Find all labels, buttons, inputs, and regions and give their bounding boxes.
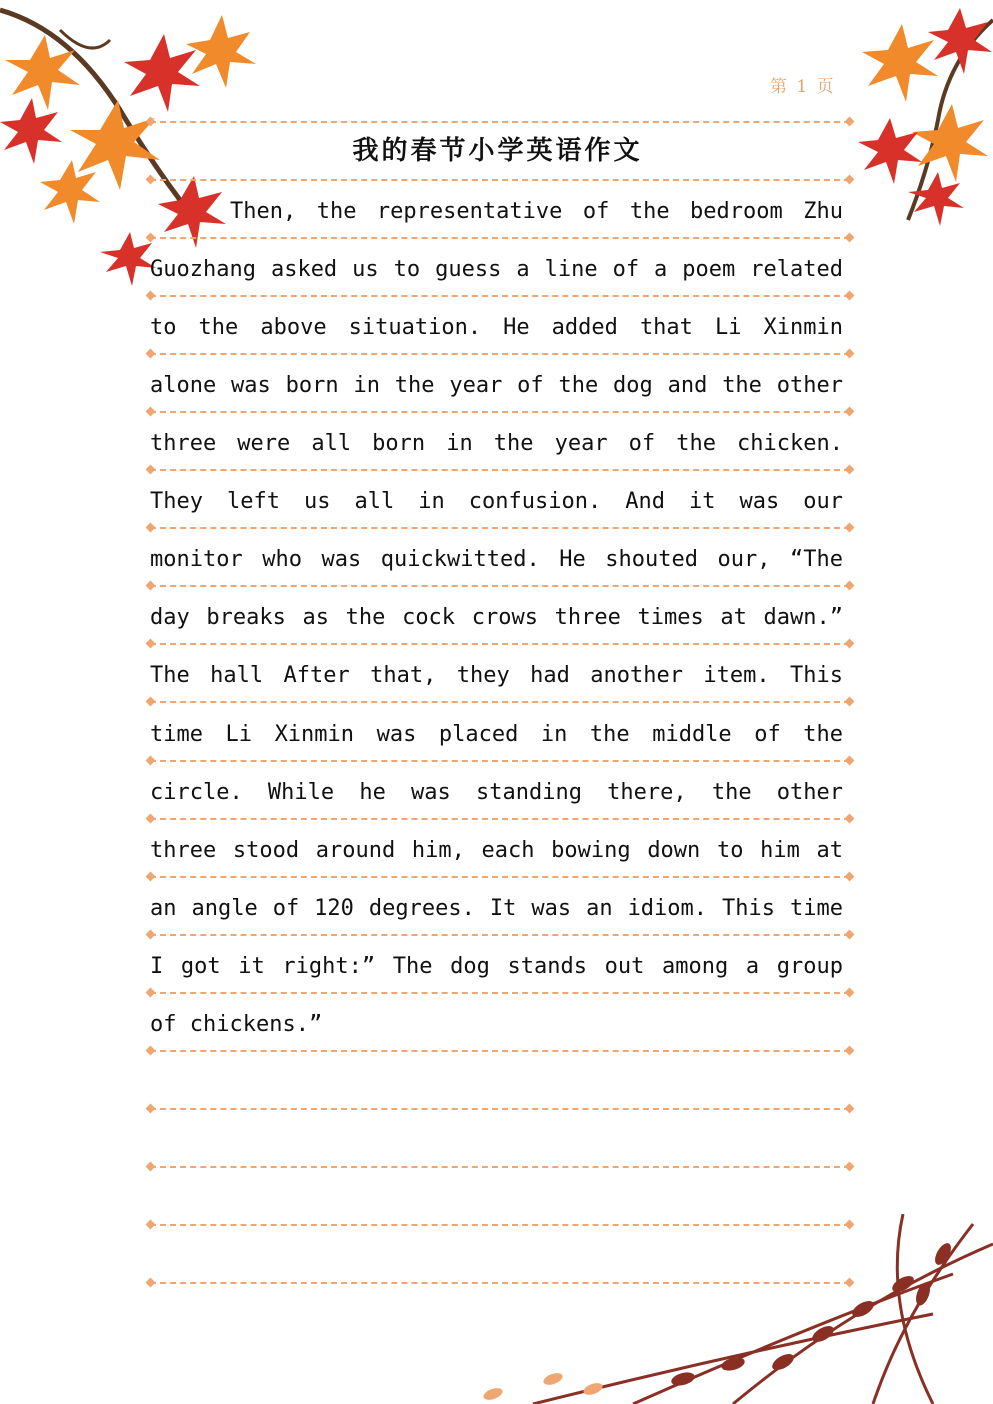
body-line: three stood around him, each bowing down to him at: [150, 838, 843, 863]
body-line: The hall After that, they had another item. This: [150, 663, 843, 688]
rule-line: [150, 585, 850, 587]
rule-line: [150, 1282, 850, 1284]
rule-line: [150, 760, 850, 762]
rule-line: [150, 295, 850, 297]
body-line: time Li Xinmin was placed in the middle of the: [150, 722, 843, 747]
maple-branch-top-right: [848, 0, 993, 240]
rule-line: [150, 527, 850, 529]
body-line: three were all born in the year of the chicken.: [150, 431, 843, 456]
rule-line: [150, 876, 850, 878]
page-number: 第 1 页: [770, 77, 836, 97]
body-line: monitor who was quickwitted. He shouted our, “The: [150, 547, 843, 572]
rule-line: [150, 1224, 850, 1226]
rule-line: [150, 643, 850, 645]
body-line: day breaks as the cock crows three times at dawn.”: [150, 605, 843, 630]
body-line: Then, the representative of the bedroom Zhu: [230, 199, 843, 224]
body-line: circle. While he was standing there, the other: [150, 780, 843, 805]
rule-line: [150, 818, 850, 820]
body-line: I got it right:” The dog stands out among a group: [150, 954, 843, 979]
rule-line: [150, 701, 850, 703]
rule-line: [150, 1050, 850, 1052]
rule-line: [150, 934, 850, 936]
rule-line: [150, 237, 850, 239]
rule-line: [150, 469, 850, 471]
body-line: They left us all in confusion. And it was our: [150, 489, 843, 514]
essay-title: 我的春节小学英语作文: [352, 136, 643, 166]
body-line: an angle of 120 degrees. It was an idiom. This time: [150, 896, 843, 921]
rule-line: [150, 121, 850, 123]
body-line: Guozhang asked us to guess a line of a poem related: [150, 257, 843, 282]
rule-line: [150, 992, 850, 994]
body-line: to the above situation. He added that Li Xinmin: [150, 315, 843, 340]
rule-line: [150, 1108, 850, 1110]
rule-line: [150, 411, 850, 413]
rule-line: [150, 353, 850, 355]
rule-line: [150, 1166, 850, 1168]
body-line: of chickens.”: [150, 1012, 323, 1037]
rule-line: [150, 179, 850, 181]
body-line: alone was born in the year of the dog and the other: [150, 373, 843, 398]
wheat-bottom-right: [433, 1214, 993, 1404]
